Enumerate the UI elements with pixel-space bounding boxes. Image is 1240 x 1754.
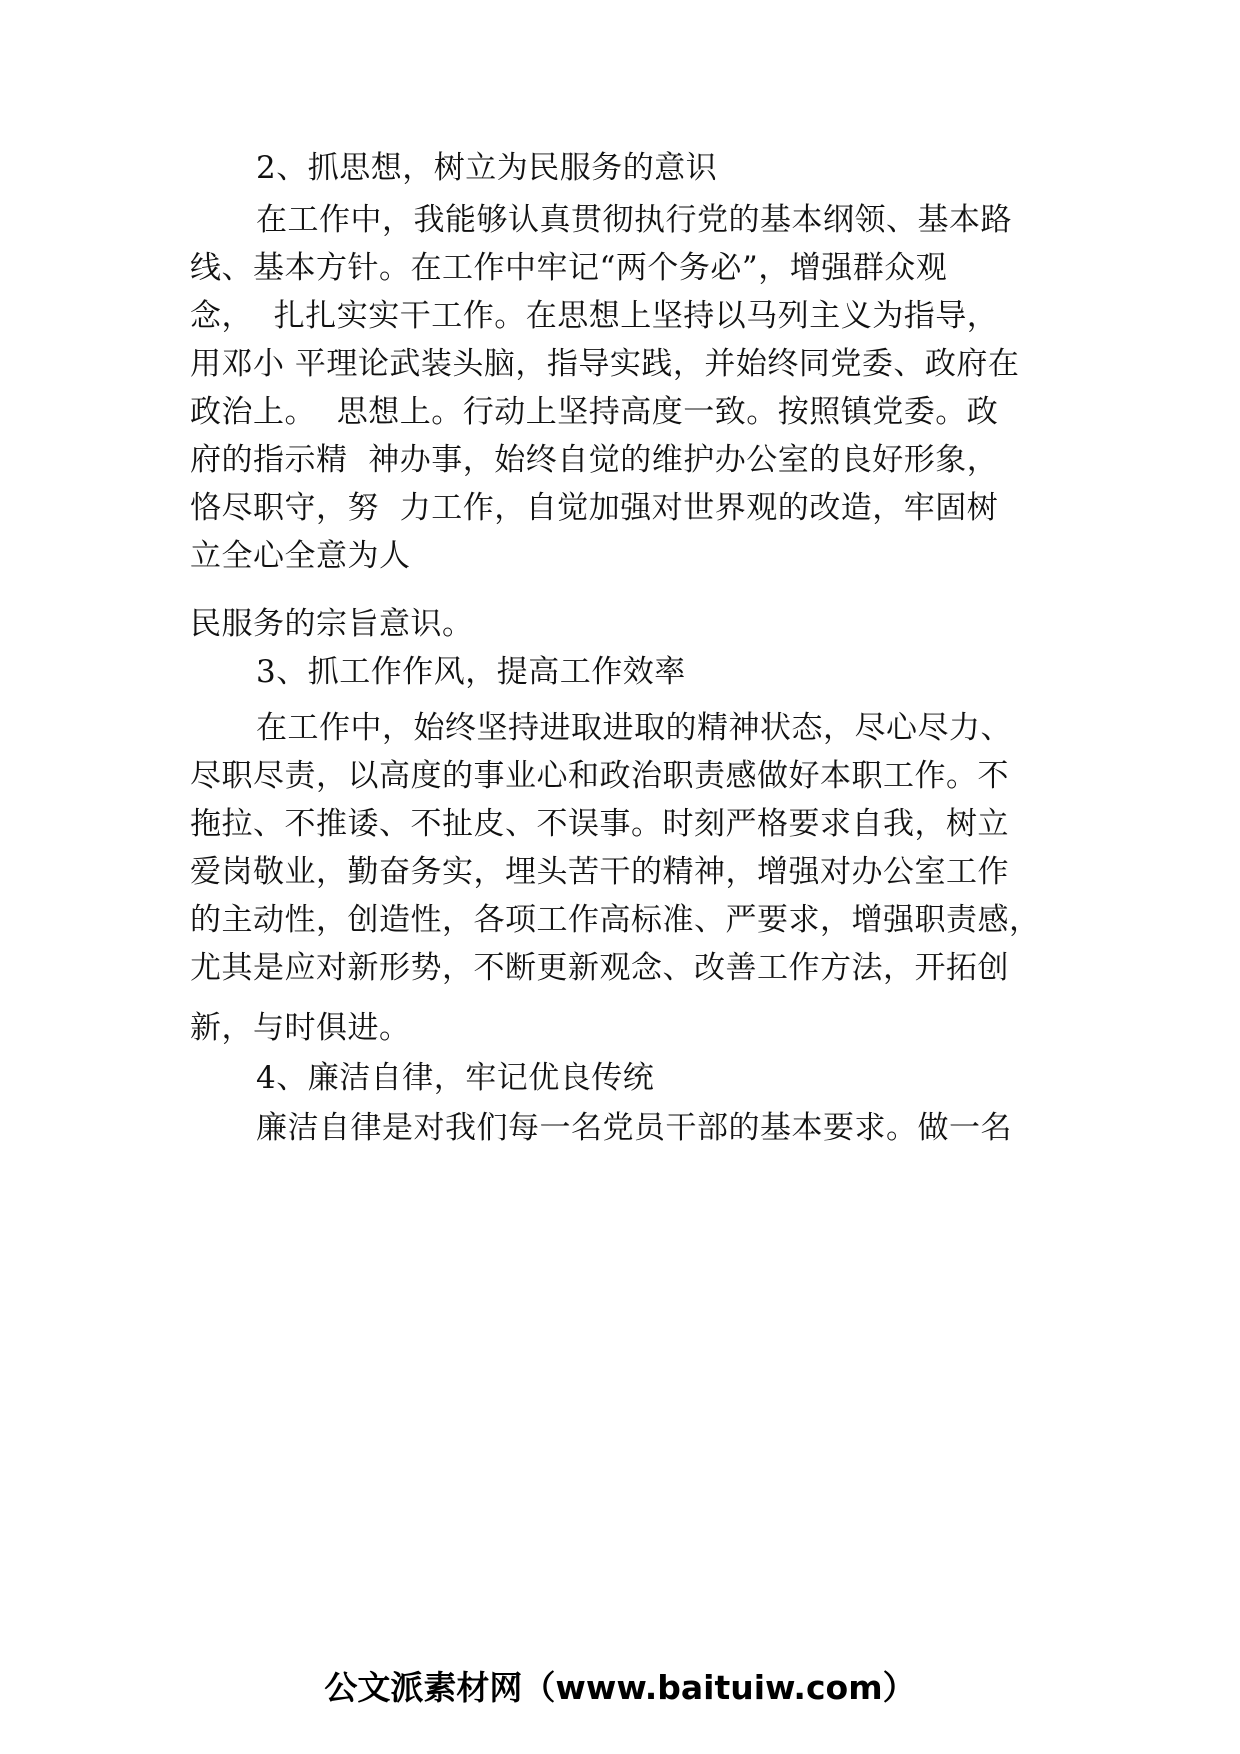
paragraph-line: 念， 扎扎实实干工作。在思想上坚持以马列主义为指导， xyxy=(190,298,999,334)
paragraph-line: 拖拉、不推诿、不扯皮、不误事。时刻严格要求自我，树立 xyxy=(190,806,1009,842)
paragraph-line: 恪尽职守，努 力工作，自觉加强对世界观的改造，牢固树 xyxy=(190,490,999,526)
paragraph-line: 立全心全意为人 xyxy=(190,538,411,574)
paragraph-line: 府的指示精 神办事，始终自觉的维护办公室的良好形象， xyxy=(190,442,999,478)
paragraph-line: 政治上。 思想上。行动上坚持高度一致。按照镇党委。政 xyxy=(190,394,999,430)
heading-2: 2、抓思想，树立为民服务的意识 xyxy=(256,150,718,186)
paragraph-line: 在工作中，我能够认真贯彻执行党的基本纲领、基本路 xyxy=(256,202,1012,238)
footer-watermark: 公文派素材网（www.baituiw.com） xyxy=(324,1668,916,1707)
paragraph-line: 廉洁自律是对我们每一名党员干部的基本要求。做一名 xyxy=(256,1110,1012,1146)
paragraph-line: 爱岗敬业，勤奋务实，埋头苦干的精神，增强对办公室工作 xyxy=(190,854,1009,890)
heading-3: 3、抓工作作风，提高工作效率 xyxy=(256,654,686,690)
paragraph-line: 尤其是应对新形势，不断更新观念、改善工作方法，开拓创 xyxy=(190,950,1009,986)
paragraph-line: 尽职尽责，以高度的事业心和政治职责感做好本职工作。不 xyxy=(190,758,1009,794)
paragraph-line: 线、基本方针。在工作中牢记“两个务必”，增强群众观 xyxy=(190,250,948,286)
paragraph-line: 民服务的宗旨意识。 xyxy=(190,606,474,642)
paragraph-line: 新，与时俱进。 xyxy=(190,1010,411,1046)
heading-4: 4、廉洁自律，牢记优良传统 xyxy=(256,1060,655,1096)
paragraph-line: 的主动性，创造性，各项工作高标准、严要求，增强职责感， xyxy=(190,902,1041,938)
paragraph-line: 用邓小 平理论武装头脑，指导实践，并始终同党委、政府在 xyxy=(190,346,1020,382)
paragraph-line: 在工作中，始终坚持进取进取的精神状态，尽心尽力、 xyxy=(256,710,1012,746)
